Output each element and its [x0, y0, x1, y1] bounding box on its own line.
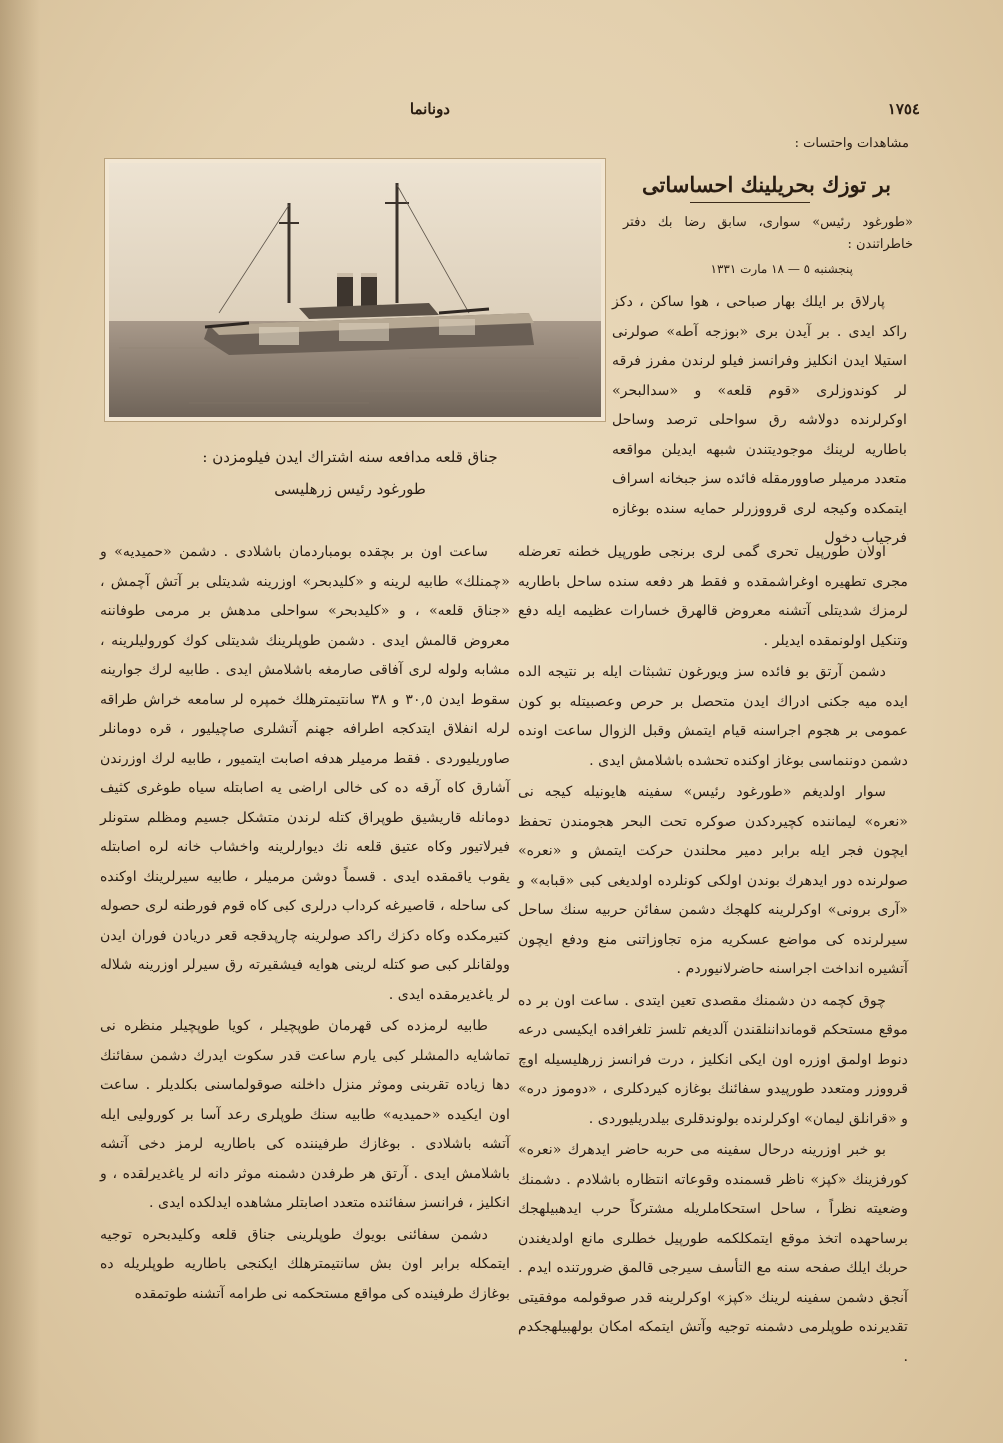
paragraph: بو خبر اوزرينه درحال سفينه مى حربه حاضر ايدهرك «نعره» كورفزينك «كپز» ناظر قسمنده وقوعاته انتظاره باشلادم . دشمنك وضعيته نظراً ، ساحل استحكاملريله مشتركاً حرب ايدهبيلهجك برساحهده اتخذ موقع ايتمكلكمه طورپيل خطلرى مانع اولديغندن حربك ايلك صفحه سنه مع التأسف سيرجى قالمق ضرورتنده ايدم . آنجق دشمن سفينه لرينك «كپز» اوكرلرينه قدر صوقولمه موفقيتى تقديرنده طوپلرمى دشمنه توجيه وآتش ايتمكه امكان بولهبيلهجكدم . [518, 1142, 908, 1365]
page-edge-shadow [0, 0, 40, 1443]
page-header [100, 100, 920, 130]
photo-caption-line-2: طورغود رئيس زرهليسى [274, 480, 426, 498]
left-column [100, 538, 510, 1368]
title-divider [690, 202, 810, 203]
paragraph: پارلاق بر ايلك بهار صباحى ، هوا ساكن ، دكز راكد ايدى . بر آيدن برى «بوزجه آطه» صولرنى استيلا ايدن انكليز وفرانسز فيلو لرندن مفرز فرقه لر كوندوزلرى «قوم قلعه» و «سدالبحر» اوكرلرنده دولاشه رق سواحلى ترصد وساحل باطاريه لرينك موجوديتندن شبهه ايديلن مواقعه متعدد مرميلر صاوورمقله فائده سز جبخانه اسراف ايتمكده وكيجه لرى قرووزرلر حمايه سنده بوغازه فرجياب دخول [612, 294, 907, 546]
page-number: ١٧٥٤ [887, 100, 920, 118]
paragraph: دشمن سفائنى بويوك طوپلرينى جناق قلعه وكليدبحره توجيه ايتمكله برابر اون بش سانتيمترهلك ايكنجى باطاريه طوپلريله ده بوغازك طرفينده كى مواقع مستحكمه نى طرامه آتشنه طوتمقده [100, 1226, 510, 1302]
photo-caption-line-1: جناق قلعه مدافعه سنه اشتراك ايدن فيلومزدن : [202, 448, 498, 466]
magazine-name: دونانما [409, 100, 450, 118]
right-column [518, 538, 908, 1368]
paragraph: دشمن آرتق بو فائده سز ويورغون تشبثات ايله بر نتيجه الده ايده ميه جكنى ادراك ايدن متحصل بر حرص وعصبيتله بو كون عمومى بر هجوم اجراسنه قيام ايتمش وقبل الزوال ساعت اونده دشمن دوننماسى بوغاز اوكنده تحشده باشلامش ايدى . [518, 664, 908, 769]
article-byline: «طورغود رئيس» سوارى، سابق رضا بك دفتر خاطراتندن : [623, 215, 913, 252]
paragraph: چوق كچمه دن دشمنك مقصدى تعين ايتدى . ساعت اون بر ده موقع مستحكم قومانداننلقندن آلديغم تلسز تلغرافده ايكيسى درعه دنوط اولمق اوزره اون ايكى انكليز ، درت فرانسز زرهليسيله اوچ قرووزر ومتعدد طورپيدو سفائنك بوغازه كيردكلرى ، «دوموز دره» و «قرانلق ليمان» اوكرلرنده بولوندقلرى بيلدريليوردى . [518, 992, 908, 1127]
paragraph: اولان طورپيل تحرى گمى لرى برنجى طورپيل خطنه تعرضله مجرى تطهيره اوغراشمقده و فقط هر دفعه سنده ساحل باطاريه لرمزك شديتلى آتشنه معروض قالهرق خسارات عظيمه ايله دفع وتنكيل اولونمقده ايديلر . [518, 544, 908, 649]
right-column-upper [612, 288, 907, 546]
section-label: مشاهدات واحتسات : [794, 136, 909, 151]
article-title: بر توزك بحريلينك احساساتى [642, 172, 891, 197]
paragraph: سوار اولديغم «طورغود رئيس» سفينه هايونيله كيجه نى «نعره» ليماننده كچيردكدن صوكره تحت البحر هجومندن تحفظ ايچون فجر ايله برابر دمير محلندن حركت ايتمش و «نعره» صولرنده دور ايدهرك بوندن اولكى كونلرده اولديغى كبى «قبابه» و «آرى برونى» اوكرلرينه كلهجك دشمن سفائن حربيه سنك ساحل سيرلرنده كى مواضع عسكريه مزه تجاوزاتنى منع ودفع ايچون آتشيره انداخت اجراسنه حاضرلانيوردم . [518, 784, 908, 977]
paragraph: ساعت اون بر بچقده بومباردمان باشلادى . دشمن «حميديه» و «چمنلك» طابيه لرينه و «كليدبحر» اوزرينه شديتلى بر آتش آچمش ، «جناق قلعه» ، و «كليدبحر» سواحلى مدهش بر مرمى طوفاننه معروض قالمش ايدى . دشمن طوپلرينك شديتلى كوك كوروليلرينه ، مشابه ولوله لرى آفاقى صارمغه باشلامش ايدى . طابيه لرك جوارينه سقوط ايدن ٣٠,٥ و ٣٨ سانتيمترهلك خمپره لر سامعه خراش طراقه لرله انفلاق ايتدكجه اطرافه جهنم آتشلرى صاچيليور ، قره دومانلر صاوريليوردى . فقط مرميلر هدفه اصابت ايتميور ، طابيه لرك اوزرندن آشارق كاه آرقه ده كى خالى اراضى يه اصابتله سياه طوغرى كثيف دومانله قاريشيق طوپراق كتله لرندن متشكل جسيم ومظلم ستونلر فيرلاتيور وكاه عتيق قلعه نك ديوارلرينه واخشاب خانه لره اصابتله يقوب ياقمقده ايدى . قسماً دوشن مرميلر ، طابيه سيرلرينك اوكنده كى ساحله ، قاصيرغه كرداب درلرى كبى كاه قوم فورطنه لرى حصوله كتيرمكده وكاه دكزك راكد صولرينه چارپدقجه قعر دريادن فوران ايدن وولقانلر كبى صو كتله لرينى هوايه فيشقيرته رق سيرلر اوزرينه شلاله لر ياغديرمقده ايدى . [100, 544, 511, 1003]
battleship-illustration [109, 163, 601, 417]
paragraph: طابيه لرمزده كى قهرمان طوپچيلر ، كويا طوپچيلر منظره نى تماشايه دالمشلر كبى يارم ساعت قدر سكوت ايدرك دشمن سفائنك دها زياده تقربنى وموثر منزل داخلنه صوقولماسنى بكلديلر . ساعت اون ايكيده «حميديه» طابيه سنك طوپلرى رعد آسا بر كوروليى ايله آتشه باشلادى . بوغازك طرفيننده كى باطاريه لرمز دخى آتشه باشلامش ايدى . آرتق هر طرفدن دشمنه موثر دانه لر ياغديرلقده ، و انكليز ، فرانسز سفائنده متعدد اصابتلر مشاهده ايدلكده ايدى . [100, 1018, 510, 1211]
battleship-photo [104, 158, 606, 422]
article-dateline: پنجشنبه ٥ — ١٨ مارت ١٣٣١ [710, 262, 853, 276]
